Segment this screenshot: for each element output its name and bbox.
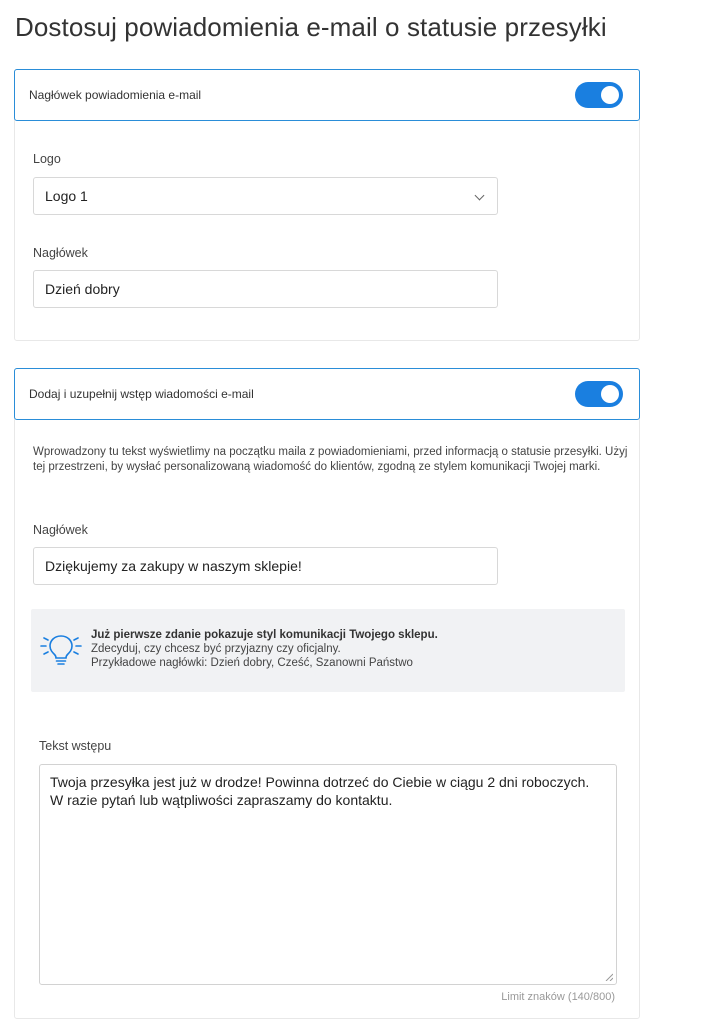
heading-label: Nagłówek bbox=[33, 246, 88, 260]
chevron-down-icon bbox=[475, 191, 485, 201]
page-title: Dostosuj powiadomienia e-mail o statusie przesyłki bbox=[15, 12, 607, 42]
char-limit: Limit znaków (140/800) bbox=[501, 991, 615, 1003]
email-intro-section bbox=[14, 368, 640, 1019]
toggle-knob bbox=[601, 385, 619, 403]
logo-select[interactable] bbox=[33, 177, 498, 215]
email-intro-toggle[interactable] bbox=[575, 381, 623, 407]
lightbulb-icon bbox=[39, 628, 83, 668]
tip-bold-line: Już pierwsze zdanie pokazuje styl komunikacji Twojego sklepu. bbox=[91, 629, 438, 641]
toggle-knob bbox=[601, 86, 619, 104]
tip-text bbox=[91, 628, 438, 670]
tip-line-2: Zdecyduj, czy chcesz być przyjazny czy oficjalny. bbox=[91, 643, 341, 655]
intro-heading-input[interactable] bbox=[33, 547, 498, 585]
heading-input[interactable] bbox=[33, 270, 498, 308]
intro-text-label: Tekst wstępu bbox=[39, 739, 112, 753]
logo-select-value: Logo 1 bbox=[45, 188, 88, 204]
email-header-section bbox=[14, 69, 640, 341]
intro-text-textarea[interactable] bbox=[39, 764, 617, 985]
resize-grip-icon[interactable] bbox=[605, 973, 613, 981]
intro-text-value: Twoja przesyłka jest już w drodze! Powinna dotrzeć do Ciebie w ciągu 2 dni roboczych. W razie pytań lub wątpliwości zapraszamy do kontaktu. bbox=[50, 774, 590, 808]
logo-label: Logo bbox=[33, 152, 61, 166]
intro-heading-input-value: Dziękujemy za zakupy w naszym sklepie! bbox=[45, 558, 302, 574]
heading-input-value: Dzień dobry bbox=[45, 281, 120, 297]
email-intro-section-label: Dodaj i uzupełnij wstęp wiadomości e-mail bbox=[29, 387, 254, 401]
intro-heading-label: Nagłówek bbox=[33, 523, 88, 537]
email-intro-section-header bbox=[14, 368, 640, 420]
tip-box bbox=[31, 609, 625, 692]
email-header-section-header bbox=[14, 69, 640, 121]
email-header-toggle[interactable] bbox=[575, 82, 623, 108]
intro-description: Wprowadzony tu tekst wyświetlimy na początku maila z powiadomieniami, przed informacją o statusie przesyłki. Użyj tej przestrzeni, by wysłać personalizowaną wiadomość do klientów, zgodną ze stylem komunikacji Twojej marki. bbox=[33, 446, 628, 473]
tip-line-3: Przykładowe nagłówki: Dzień dobry, Cześć, Szanowni Państwo bbox=[91, 657, 413, 669]
email-header-section-label: Nagłówek powiadomienia e-mail bbox=[29, 88, 202, 102]
